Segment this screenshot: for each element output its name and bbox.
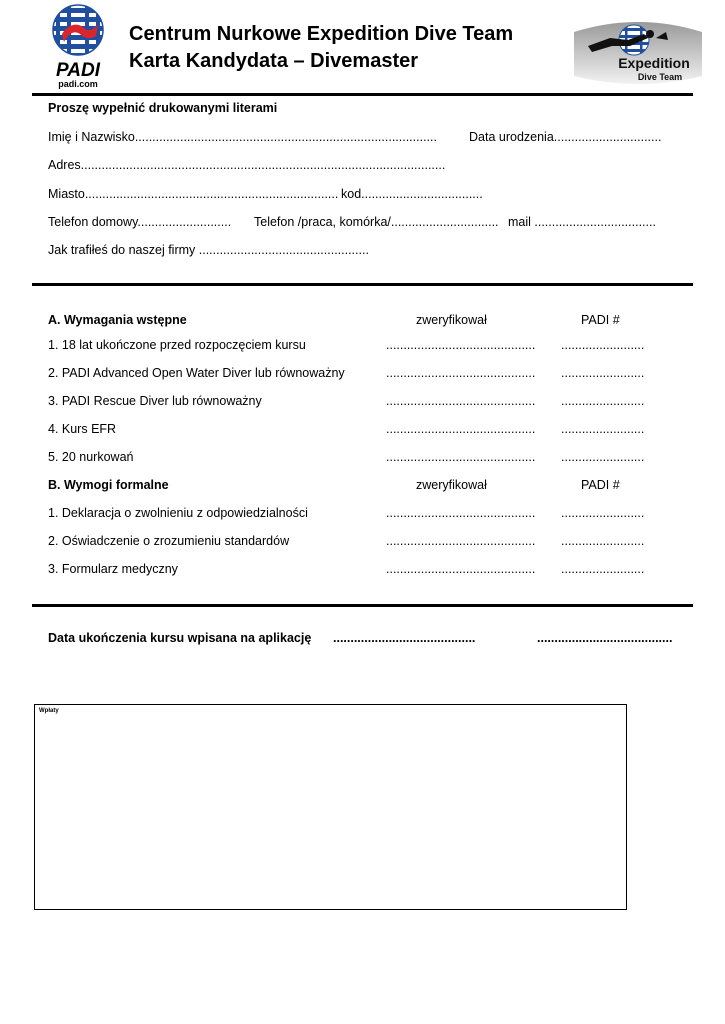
- payments-label: Wpłaty: [39, 708, 59, 714]
- verified-field[interactable]: ...........................................: [386, 534, 536, 548]
- section-divider: [32, 283, 693, 286]
- padi-number-field[interactable]: ........................: [561, 422, 645, 436]
- verified-field[interactable]: ...........................................: [386, 450, 536, 464]
- verified-field[interactable]: ...........................................: [386, 366, 536, 380]
- instruction-text: Proszę wypełnić drukowanymi literami: [48, 101, 278, 115]
- formal-requirement-label: 2. Oświadczenie o zrozumieniu standardów: [48, 534, 290, 548]
- requirement-label: 5. 20 nurkowań: [48, 450, 134, 464]
- completion-date-field[interactable]: .........................................: [333, 631, 476, 645]
- city-field[interactable]: Miasto.........................................................................: [48, 187, 339, 201]
- email-field[interactable]: mail ...................................: [508, 215, 656, 229]
- section-a-verified-header: zweryfikował: [416, 313, 487, 327]
- payments-box[interactable]: [34, 704, 627, 910]
- padi-number-field[interactable]: ........................: [561, 394, 645, 408]
- postcode-field[interactable]: kod...................................: [341, 187, 483, 201]
- expedition-dive-team-logo: [570, 18, 706, 86]
- section-divider: [32, 604, 693, 607]
- section-a-heading: A. Wymagania wstępne: [48, 313, 187, 327]
- padi-logo: [50, 4, 106, 90]
- requirement-label: 1. 18 lat ukończone przed rozpoczęciem kursu: [48, 338, 306, 352]
- requirement-label: 4. Kurs EFR: [48, 422, 117, 436]
- formal-requirement-label: 3. Formularz medyczny: [48, 562, 178, 576]
- verified-field[interactable]: ...........................................: [386, 506, 536, 520]
- svg-text:padi.com: padi.com: [58, 79, 98, 89]
- address-field[interactable]: Adres.........................................................................................................: [48, 158, 446, 172]
- page-title: Centrum Nurkowe Expedition Dive Team: [129, 23, 514, 45]
- padi-number-field[interactable]: ........................: [561, 338, 645, 352]
- page-subtitle: Karta Kandydata – Divemaster: [129, 50, 419, 72]
- referral-field[interactable]: Jak trafiłeś do naszej firmy .................................................: [48, 243, 369, 257]
- requirement-label: 2. PADI Advanced Open Water Diver lub równoważny: [48, 366, 345, 380]
- birthdate-field[interactable]: Data urodzenia...............................: [469, 130, 662, 144]
- verified-field[interactable]: ...........................................: [386, 562, 536, 576]
- padi-number-field[interactable]: ........................: [561, 450, 645, 464]
- svg-text:Expedition: Expedition: [618, 55, 690, 71]
- padi-number-field[interactable]: ........................: [561, 562, 645, 576]
- verified-field[interactable]: ...........................................: [386, 422, 536, 436]
- formal-requirement-label: 1. Deklaracja o zwolnieniu z odpowiedzialności: [48, 506, 308, 520]
- completion-date-label: Data ukończenia kursu wpisana na aplikację: [48, 631, 312, 645]
- padi-number-field[interactable]: ........................: [561, 366, 645, 380]
- completion-signature-field[interactable]: .......................................: [537, 631, 673, 645]
- section-b-heading: B. Wymogi formalne: [48, 478, 169, 492]
- header-divider: [32, 93, 693, 96]
- work-phone-field[interactable]: Telefon /praca, komórka/...............................: [254, 215, 499, 229]
- verified-field[interactable]: ...........................................: [386, 338, 536, 352]
- svg-text:Dive Team: Dive Team: [637, 72, 683, 82]
- home-phone-field[interactable]: Telefon domowy...........................: [48, 215, 232, 229]
- section-b-verified-header: zweryfikował: [416, 478, 487, 492]
- name-field[interactable]: Imię i Nazwisko.......................................................................................: [48, 130, 437, 144]
- section-a-padi-header: PADI #: [581, 313, 620, 327]
- section-b-padi-header: PADI #: [581, 478, 620, 492]
- verified-field[interactable]: ...........................................: [386, 394, 536, 408]
- padi-number-field[interactable]: ........................: [561, 506, 645, 520]
- padi-number-field[interactable]: ........................: [561, 534, 645, 548]
- svg-text:PADI: PADI: [56, 60, 100, 81]
- requirement-label: 3. PADI Rescue Diver lub równoważny: [48, 394, 262, 408]
